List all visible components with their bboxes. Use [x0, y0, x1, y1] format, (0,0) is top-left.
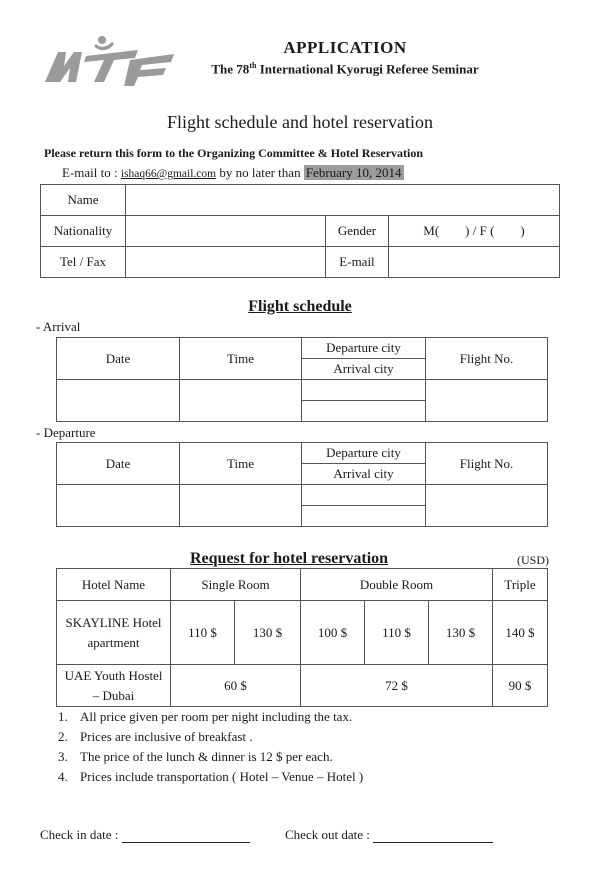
check-out [285, 827, 493, 843]
deadline-date: February 10, 2014 [305, 165, 402, 180]
hotel-row [57, 601, 548, 665]
nationality-field[interactable] [126, 216, 326, 247]
note-number: 4. [58, 769, 68, 784]
departure-header-row [57, 443, 548, 464]
note-item [58, 727, 363, 747]
email-field[interactable] [389, 247, 560, 278]
price-cell: 130 $ [235, 601, 301, 665]
departure-data-row [57, 485, 548, 506]
check-in-label: Check in date : [40, 827, 119, 842]
arrival-label: - Arrival [36, 319, 81, 334]
note-number: 3. [58, 749, 68, 764]
hotel-header-row [57, 569, 548, 601]
departure-arrival-city-field[interactable] [302, 506, 426, 527]
name-field[interactable] [126, 185, 560, 216]
arrival-data-row [57, 380, 548, 401]
check-out-label: Check out date : [285, 827, 370, 842]
currency-label: (USD) [517, 553, 549, 567]
hotel-name-header: Hotel Name [57, 569, 171, 601]
price-cell: 90 $ [493, 665, 548, 707]
double-room-header: Double Room [301, 569, 493, 601]
flight-schedule-heading-wrap [0, 298, 600, 316]
departure-label: - Departure [36, 425, 96, 440]
arrival-departure-city-header: Departure city [302, 338, 426, 359]
arrival-date-field[interactable] [57, 380, 180, 422]
departure-time-field[interactable] [180, 485, 302, 527]
gender-label: Gender [326, 216, 389, 247]
note-item [58, 747, 363, 767]
arrival-header-row [57, 338, 548, 359]
price-cell: 110 $ [365, 601, 429, 665]
check-in-date-field[interactable] [122, 828, 250, 843]
name-label: Name [41, 185, 126, 216]
email-address-link[interactable]: ishaq66@gmail.com [120, 168, 217, 180]
arrival-date-header: Date [57, 338, 180, 380]
subtitle-prefix: The 78 [211, 61, 250, 77]
departure-departure-city-field[interactable] [302, 485, 426, 506]
email-instruction [62, 165, 404, 181]
telfax-label: Tel / Fax [41, 247, 126, 278]
arrival-departure-city-field[interactable] [302, 380, 426, 401]
email-prefix: E-mail to : [62, 165, 118, 180]
departure-flight-no-header: Flight No. [426, 443, 548, 485]
note-text: Prices are inclusive of breakfast . [80, 729, 253, 744]
wtf-logo [40, 30, 180, 88]
departure-arrival-city-header: Arrival city [302, 464, 426, 485]
hotel-name-cell: UAE Youth Hostel – Dubai [57, 665, 171, 707]
departure-date-field[interactable] [57, 485, 180, 527]
hotel-row [57, 665, 548, 707]
single-room-header: Single Room [171, 569, 301, 601]
pricing-notes [58, 707, 363, 787]
note-item [58, 707, 363, 727]
arrival-arrival-city-field[interactable] [302, 401, 426, 422]
price-cell: 110 $ [171, 601, 235, 665]
nationality-row [41, 216, 560, 247]
email-label: E-mail [326, 247, 389, 278]
check-in [40, 827, 250, 843]
arrival-time-header: Time [180, 338, 302, 380]
seminar-subtitle [180, 61, 510, 77]
telfax-field[interactable] [126, 247, 326, 278]
note-number: 1. [58, 709, 68, 724]
personal-info-table [40, 184, 560, 278]
price-cell: 60 $ [171, 665, 301, 707]
triple-room-header: Triple [493, 569, 548, 601]
hotel-price-table [56, 568, 548, 707]
note-number: 2. [58, 729, 68, 744]
price-cell: 100 $ [301, 601, 365, 665]
price-cell: 130 $ [429, 601, 493, 665]
hotel-reservation-heading: Request for hotel reservation [190, 550, 389, 567]
gender-field[interactable]: M( ) / F ( ) [389, 216, 560, 247]
price-cell: 72 $ [301, 665, 493, 707]
application-title: APPLICATION [283, 38, 407, 57]
arrival-arrival-city-header: Arrival city [302, 359, 426, 380]
return-instruction: Please return this form to the Organizing Committee & Hotel Reservation [44, 146, 424, 160]
note-text: Prices include transportation ( Hotel – Venue – Hotel ) [80, 769, 364, 784]
arrival-time-field[interactable] [180, 380, 302, 422]
note-item [58, 767, 363, 787]
flight-schedule-heading: Flight schedule [248, 298, 352, 315]
arrival-flight-no-field[interactable] [426, 380, 548, 422]
email-middle-text: by no later than [219, 165, 301, 180]
note-text: The price of the lunch & dinner is 12 $ per each. [80, 749, 333, 764]
departure-time-header: Time [180, 443, 302, 485]
departure-departure-city-header: Departure city [302, 443, 426, 464]
subtitle-ordinal-suffix: th [249, 61, 257, 70]
name-row [41, 185, 560, 216]
form-title: Flight schedule and hotel reservation [167, 112, 433, 132]
arrival-table [56, 337, 548, 422]
subtitle-suffix: International Kyorugi Referee Seminar [256, 61, 479, 77]
price-cell: 140 $ [493, 601, 548, 665]
check-out-date-field[interactable] [373, 828, 493, 843]
telfax-row [41, 247, 560, 278]
arrival-flight-no-header: Flight No. [426, 338, 548, 380]
departure-date-header: Date [57, 443, 180, 485]
note-text: All price given per room per night including the tax. [80, 709, 353, 724]
departure-flight-no-field[interactable] [426, 485, 548, 527]
nationality-label: Nationality [41, 216, 126, 247]
hotel-name-cell: SKAYLINE Hotel apartment [57, 601, 171, 665]
departure-table [56, 442, 548, 527]
